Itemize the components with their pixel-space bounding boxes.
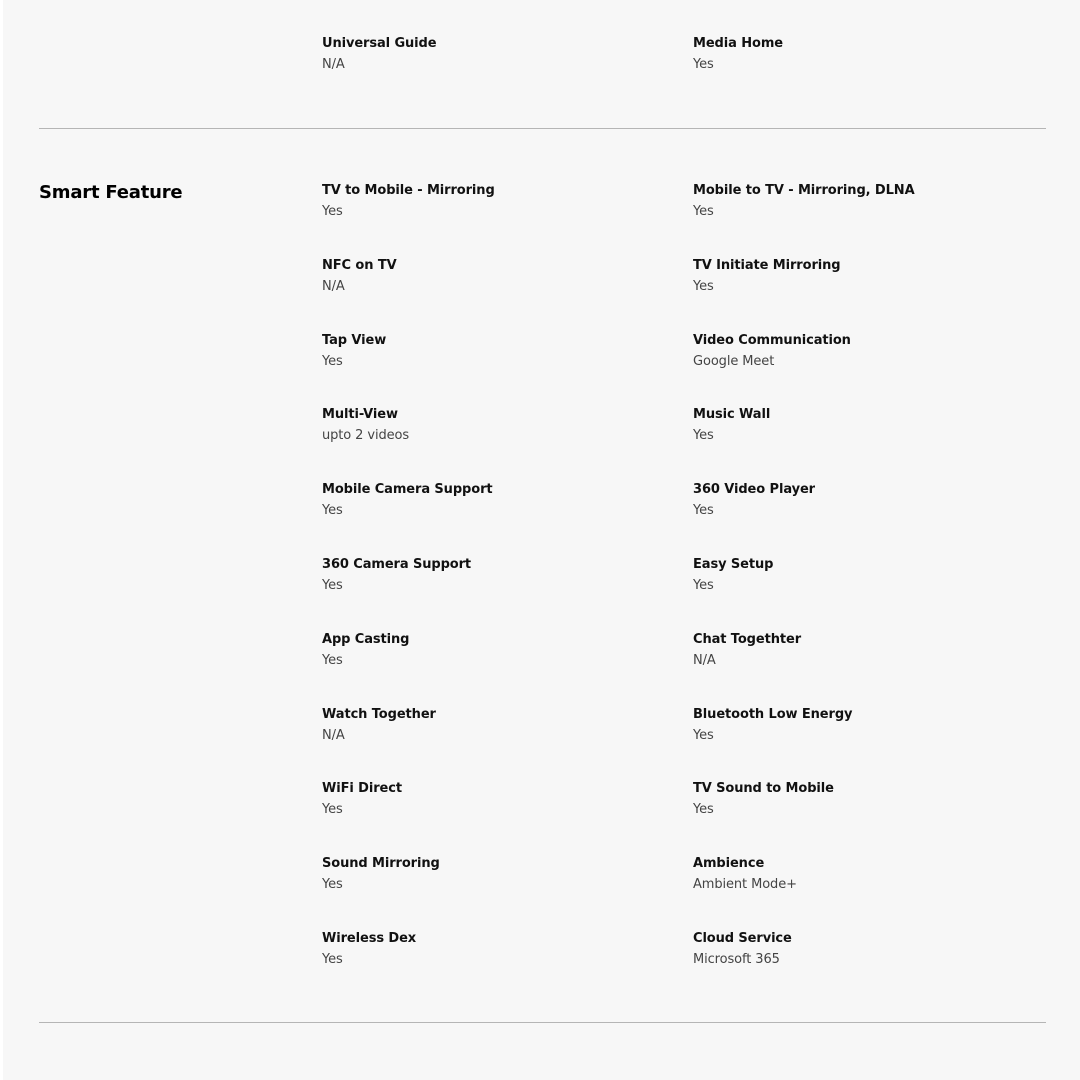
spec-value: Yes <box>693 204 714 219</box>
spec-value: Yes <box>693 577 714 593</box>
spec-row <box>322 706 1062 781</box>
spec-item-watch-together <box>322 706 693 781</box>
spec-item-ambience <box>693 855 1064 930</box>
section-title: Smart Feature <box>39 182 183 203</box>
spec-item-wireless-dex <box>322 930 693 1005</box>
spec-item-universal-guide <box>322 35 693 110</box>
spec-label: Wireless Dex <box>322 930 417 946</box>
spec-label: Music Wall <box>693 407 771 423</box>
spec-row <box>322 35 1062 110</box>
spec-label: Multi-View <box>322 407 398 423</box>
spec-item-bluetooth-low-energy <box>693 706 1064 781</box>
spec-row <box>322 780 1062 855</box>
spec-value: N/A <box>322 727 345 743</box>
spec-label: Media Home <box>693 36 783 51</box>
top-spec-row <box>322 35 1062 110</box>
section-divider <box>39 1022 1046 1023</box>
spec-value: Yes <box>322 577 343 593</box>
spec-item-tv-sound-to-mobile <box>693 780 1064 855</box>
spec-item-video-communication <box>693 332 1064 407</box>
spec-value: Ambient Mode+ <box>693 877 797 893</box>
spec-value: Yes <box>322 353 343 369</box>
spec-row <box>322 332 1062 407</box>
spec-label: 360 Video Player <box>693 482 815 498</box>
spec-value: Microsoft 365 <box>693 951 780 967</box>
spec-value: Yes <box>693 727 714 743</box>
spec-item-app-casting <box>322 631 693 706</box>
spec-row <box>322 406 1062 481</box>
spec-value: Yes <box>322 652 343 668</box>
spec-item-cloud-service <box>693 930 1064 1005</box>
spec-label: WiFi Direct <box>322 781 402 797</box>
spec-item-tap-view <box>322 332 693 407</box>
spec-label: TV to Mobile - Mirroring <box>322 183 495 198</box>
spec-value: N/A <box>693 652 716 668</box>
spec-value: Yes <box>693 503 714 519</box>
spec-label: Ambience <box>693 856 765 872</box>
spec-row <box>322 257 1062 332</box>
spec-item-wifi-direct <box>322 780 693 855</box>
spec-item-chat-together <box>693 631 1064 706</box>
spec-item-mobile-to-tv-mirroring-dlna <box>693 182 1064 257</box>
spec-label: App Casting <box>322 631 410 647</box>
spec-item-sound-mirroring <box>322 855 693 930</box>
spec-row <box>322 855 1062 930</box>
spec-value: Yes <box>322 951 343 967</box>
spec-item-tv-initiate-mirroring <box>693 257 1064 332</box>
spec-value: Yes <box>322 503 343 519</box>
spec-row <box>322 930 1062 1005</box>
spec-page <box>3 0 1080 1080</box>
spec-value: Yes <box>322 877 343 893</box>
spec-label: Mobile Camera Support <box>322 482 493 498</box>
spec-label: Bluetooth Low Energy <box>693 706 853 722</box>
spec-value: upto 2 videos <box>322 428 410 444</box>
spec-item-easy-setup <box>693 556 1064 631</box>
spec-item-360-video-player <box>693 481 1064 556</box>
spec-label: Watch Together <box>322 706 436 722</box>
spec-item-music-wall <box>693 406 1064 481</box>
spec-value: Yes <box>693 278 714 294</box>
spec-value: Yes <box>693 428 714 444</box>
spec-item-tv-to-mobile-mirroring <box>322 182 693 257</box>
spec-label: TV Sound to Mobile <box>693 781 834 797</box>
spec-value: Yes <box>322 204 343 219</box>
spec-item-mobile-camera-support <box>322 481 693 556</box>
spec-value: Yes <box>693 57 714 72</box>
spec-label: Tap View <box>322 332 387 348</box>
spec-label: 360 Camera Support <box>322 556 472 572</box>
spec-label: Video Communication <box>693 332 851 348</box>
spec-item-media-home <box>693 35 1064 110</box>
section-divider <box>39 128 1046 129</box>
spec-label: TV Initiate Mirroring <box>693 257 841 273</box>
spec-value: Yes <box>322 802 343 818</box>
spec-row <box>322 481 1062 556</box>
smart-feature-spec-grid <box>322 182 1062 1005</box>
spec-label: Universal Guide <box>322 36 437 51</box>
spec-value: Google Meet <box>693 353 775 369</box>
spec-item-360-camera-support <box>322 556 693 631</box>
spec-value: N/A <box>322 57 345 72</box>
spec-row <box>322 631 1062 706</box>
spec-label: Cloud Service <box>693 930 792 946</box>
spec-label: Mobile to TV - Mirroring, DLNA <box>693 183 915 198</box>
spec-row <box>322 182 1062 257</box>
spec-item-multi-view <box>322 406 693 481</box>
spec-row <box>322 556 1062 631</box>
spec-value: Yes <box>693 802 714 818</box>
spec-value: N/A <box>322 278 345 294</box>
spec-label: Sound Mirroring <box>322 856 440 872</box>
spec-label: NFC on TV <box>322 257 397 273</box>
spec-label: Chat Togethter <box>693 631 802 647</box>
spec-item-nfc-on-tv <box>322 257 693 332</box>
spec-label: Easy Setup <box>693 556 774 572</box>
